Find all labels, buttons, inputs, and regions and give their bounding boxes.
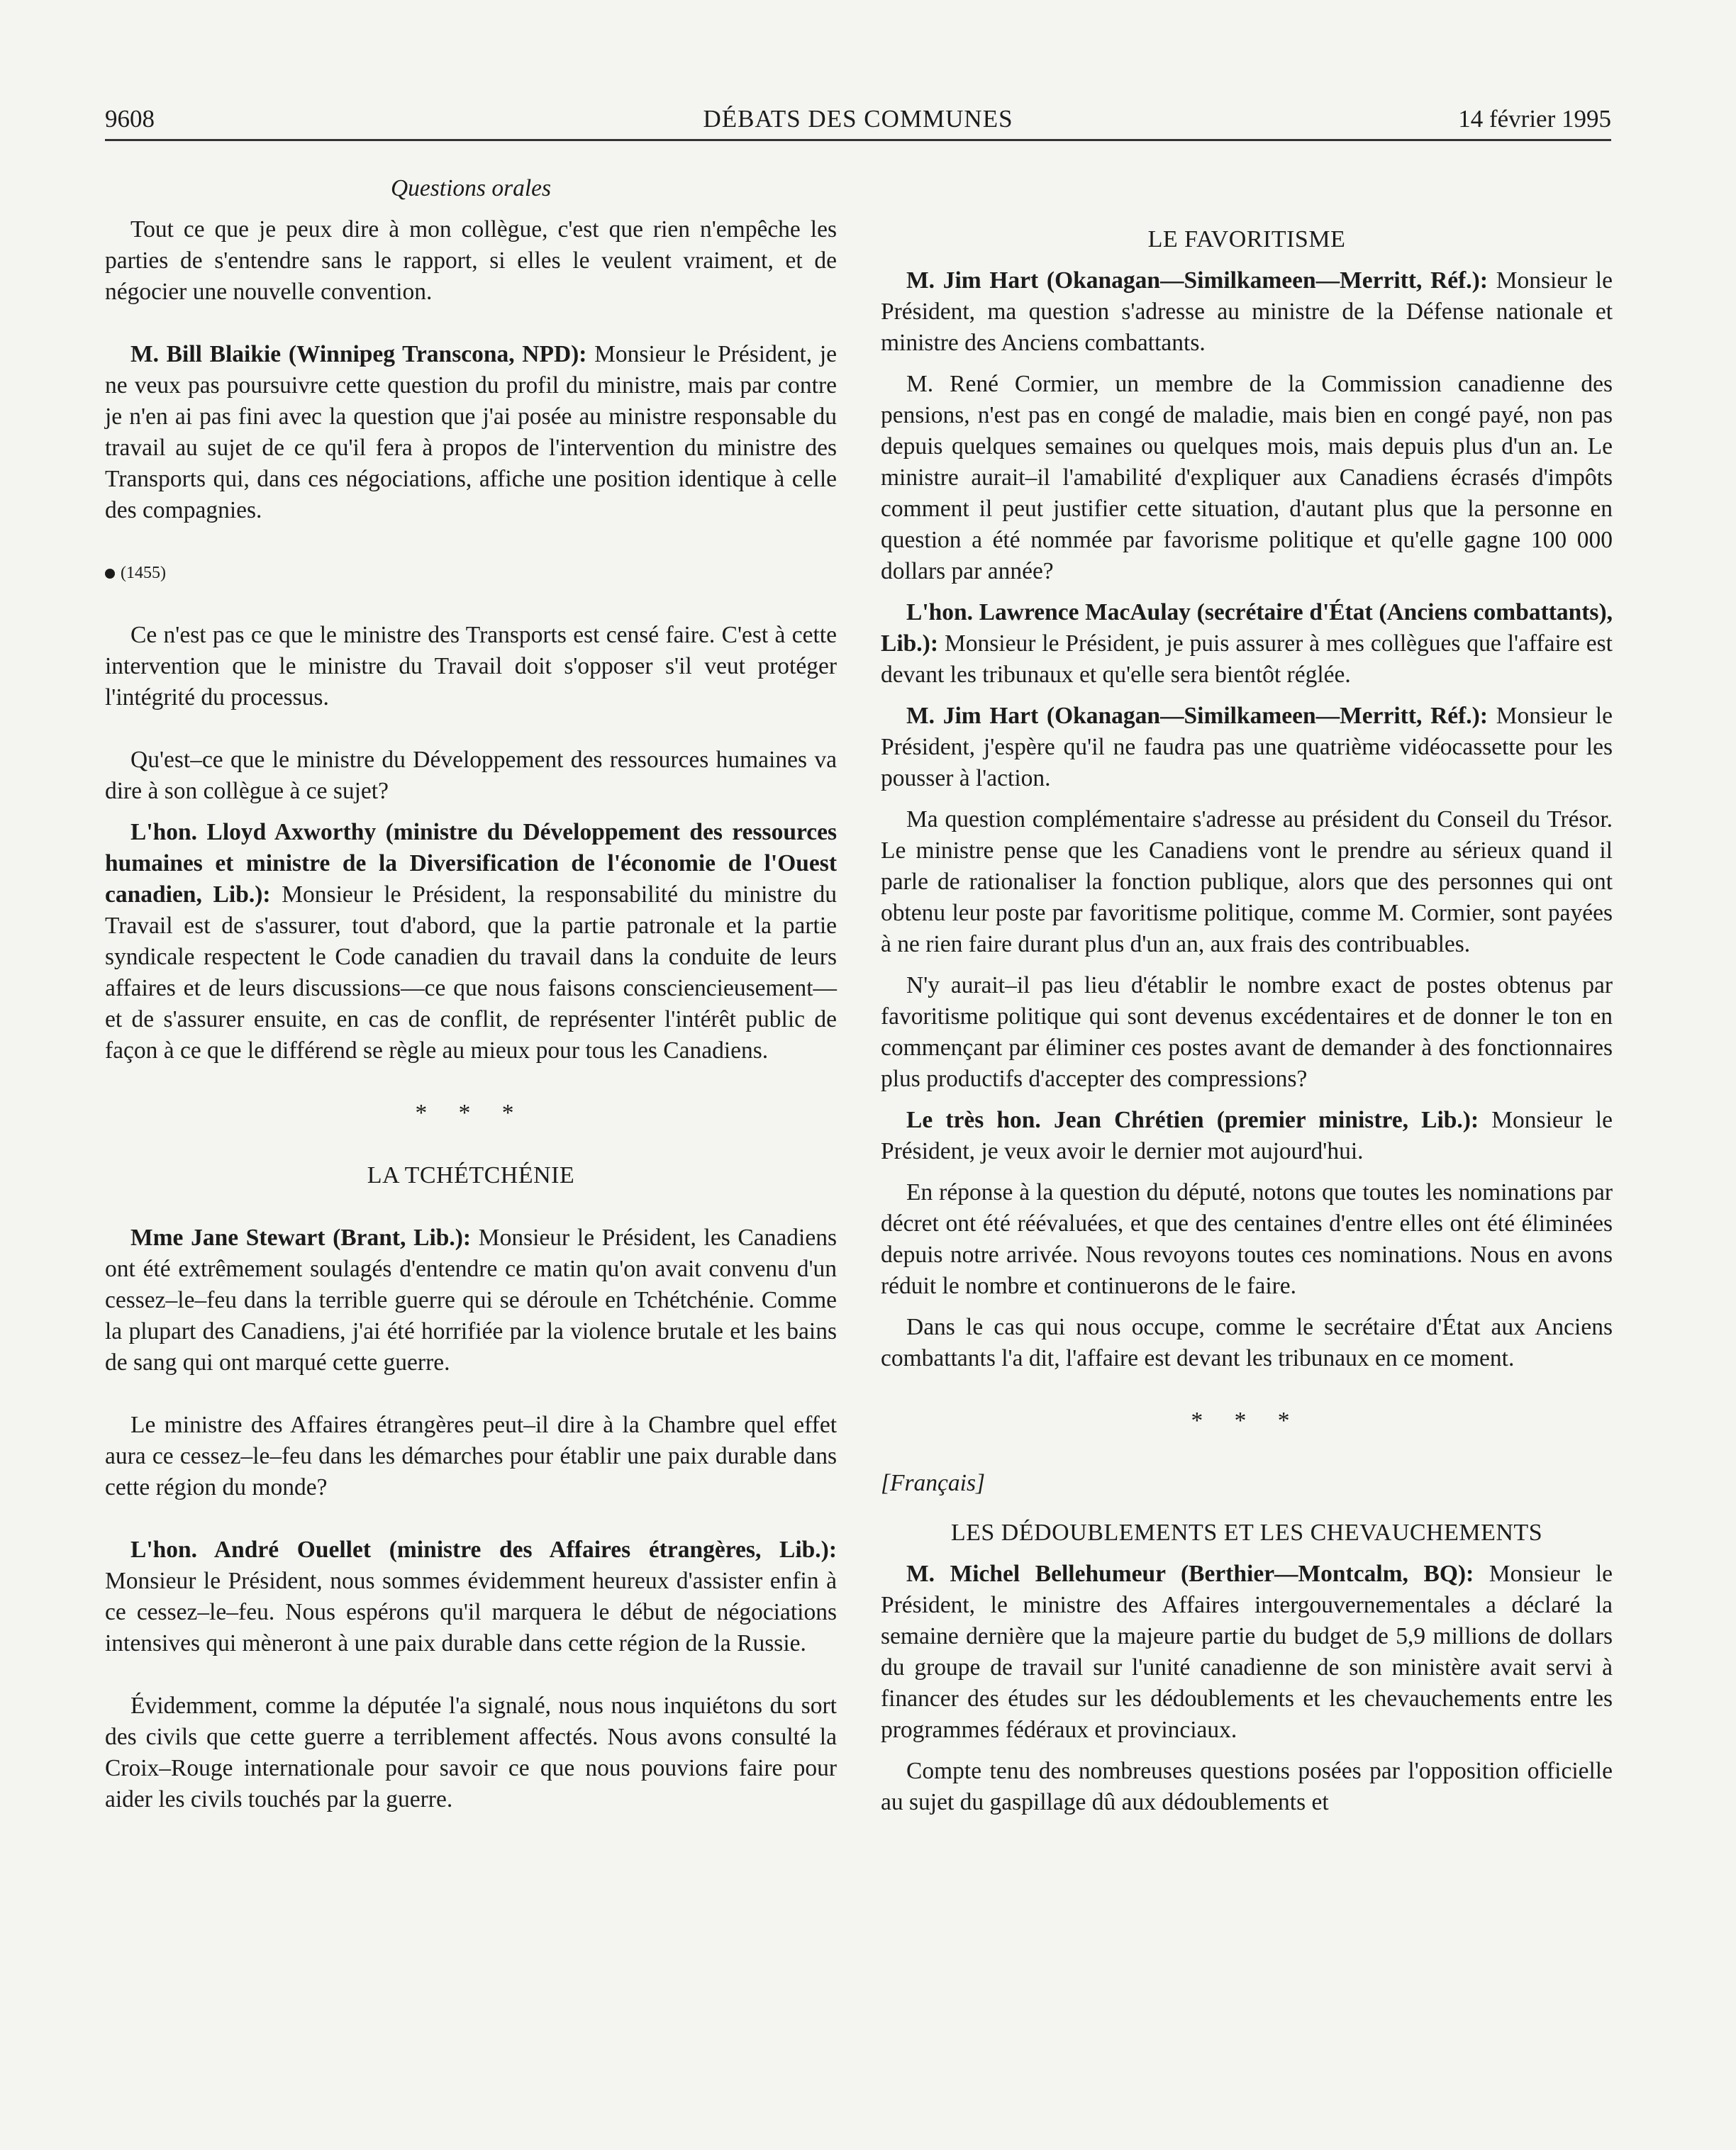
paragraph: [881, 701, 1613, 794]
speech-text: Monsieur le Président, ma question s'adresse au ministre de la Défense nationale et ministre des Anciens combattants.: [881, 267, 1613, 356]
paragraph: [105, 1222, 837, 1378]
publication-date: 14 février 1995: [1458, 105, 1611, 133]
speaker-name: M. Michel Bellehumeur (Berthier—Montcalm, BQ):: [906, 1561, 1474, 1587]
time-mark: [105, 557, 837, 589]
paragraph: N'y aurait–il pas lieu d'établir le nombre exact de postes obtenus par favoritisme politique qui sont devenus excédentaires et de donner le ton en commençant par éliminer ces postes avant de demander à des fonctionnaires plus productifs d'accepter des compressions?: [881, 972, 1613, 1092]
paragraph: [881, 597, 1613, 691]
header-rule: [105, 139, 1611, 141]
right-column: [881, 173, 1613, 1818]
speaker-name: L'hon. André Ouellet (ministre des Affaires étrangères, Lib.):: [130, 1537, 837, 1563]
section-heading: LE FAVORITISME: [1147, 226, 1346, 252]
paragraph: Ce n'est pas ce que le ministre des Transports est censé faire. C'est à cette intervention que le ministre du Travail doit s'opposer s'il veut protéger l'intégrité du processus.: [105, 622, 837, 711]
paragraph: Tout ce que je peux dire à mon collègue, c'est que rien n'empêche les parties de s'entendre sans le rapport, si elles le veulent vraiment, et de négocier une nouvelle convention.: [105, 216, 837, 305]
paragraph: [105, 817, 837, 1066]
speaker-name: L'hon. Lawrence MacAulay (secrétaire d'État (Anciens combattants), Lib.):: [881, 599, 1613, 657]
paragraph: [881, 1105, 1613, 1167]
speaker-name: Le très hon. Jean Chrétien (premier ministre, Lib.):: [906, 1107, 1479, 1133]
speaker-name: Mme Jane Stewart (Brant, Lib.):: [130, 1225, 472, 1251]
speech-text: Monsieur le Président, nous sommes évidemment heureux d'assister enfin à ce cessez–le–feu. Nous espérons qu'il marquera le début de négociations intensives qui mèneront à une paix durable dans cette région de la Russie.: [105, 1568, 837, 1656]
language-marker: [Français]: [881, 1470, 986, 1496]
speech-text: Monsieur le Président, le ministre des Affaires intergouvernementales a déclaré la semaine dernière que la majeure partie du budget de 5,9 millions de dollars du groupe de travail sur l'unité canadienne de son ministère avait servi à financer des études sur les dédoublements et les chevauchements entre les programmes fédéraux et provinciaux.: [881, 1561, 1613, 1743]
speech-text: Monsieur le Président, je veux avoir le dernier mot aujourd'hui.: [881, 1107, 1613, 1164]
paragraph: [105, 1534, 837, 1659]
speaker-name: M. Jim Hart (Okanagan—Similkameen—Merritt, Réf.):: [906, 703, 1488, 729]
section-separator: * * *: [415, 1100, 527, 1126]
paragraph: M. René Cormier, un membre de la Commission canadienne des pensions, n'est pas en congé de maladie, mais bien en congé payé, non pas depuis quelques semaines ou quelques mois, mais depuis plus d'un an. Le ministre aurait–il l'amabilité d'expliquer aux Canadiens écrasés d'impôts comment il peut justifier cette situation, d'autant plus que la personne en question a été nommée par favorisme politique et qu'elle gagne 100 000 dollars par année?: [881, 371, 1613, 584]
speech-text: Monsieur le Président, j'espère qu'il ne faudra pas une quatrième vidéocassette pour les pousser à l'action.: [881, 703, 1613, 791]
page-number: 9608: [105, 105, 155, 133]
paragraph: Le ministre des Affaires étrangères peut–il dire à la Chambre quel effet aura ce cessez–le–feu dans les démarches pour établir une paix durable dans cette région du monde?: [105, 1412, 837, 1500]
section-heading: LA TCHÉTCHÉNIE: [367, 1162, 575, 1188]
speech-text: Monsieur le Président, je puis assurer à mes collègues que l'affaire est devant les tribunaux et qu'elle sera bientôt réglée.: [881, 630, 1613, 688]
section-separator: * * *: [1191, 1408, 1303, 1434]
bullet-icon: [105, 569, 115, 579]
page-header: [105, 105, 1611, 140]
paragraph: Évidemment, comme la députée l'a signalé, nous nous inquiétons du sort des civils que cette guerre a terriblement affectés. Nous avons consulté la Croix–Rouge internationale pour savoir ce que nous pouvions faire pour aider les civils touchés par la guerre.: [105, 1693, 837, 1812]
section-heading: LES DÉDOUBLEMENTS ET LES CHEVAUCHEMENTS: [950, 1520, 1543, 1546]
publication-title: DÉBATS DES COMMUNES: [703, 105, 1013, 133]
paragraph: Qu'est–ce que le ministre du Développement des ressources humaines va dire à son collègue à ce sujet?: [105, 747, 837, 804]
paragraph: Dans le cas qui nous occupe, comme le secrétaire d'État aux Anciens combattants l'a dit, l'affaire est devant les tribunaux en ce moment.: [881, 1314, 1613, 1371]
speech-text: Monsieur le Président, je ne veux pas poursuivre cette question du profil du ministre, mais par contre je n'en ai pas fini avec la question que j'ai posée au ministre responsable du travail au sujet de ce qu'il fera à propos de l'intervention du ministre des Transports qui, dans ces négociations, affiche une position identique à celle des compagnies.: [105, 341, 837, 523]
paragraph: [105, 339, 837, 526]
speaker-name: M. Bill Blaikie (Winnipeg Transcona, NPD):: [130, 341, 587, 367]
paragraph: [881, 1559, 1613, 1746]
section-label: Questions orales: [390, 175, 552, 201]
speech-text: Monsieur le Président, les Canadiens ont été extrêmement soulagés d'entendre ce matin qu'on avait convenu d'un cessez–le–feu dans la terrible guerre qui se déroule en Tchétchénie. Comme la plupart des Canadiens, j'ai été horrifiée par la violence brutale et les bains de sang qui ont marqué cette guerre.: [105, 1225, 837, 1376]
time-mark-label: (1455): [121, 564, 166, 582]
paragraph: [881, 265, 1613, 359]
left-column: [105, 173, 837, 1815]
paragraph: Ma question complémentaire s'adresse au président du Conseil du Trésor. Le ministre pense que les Canadiens vont le prendre au sérieux quand il parle de rationaliser la fonction publique, alors que des personnes qui ont obtenu leur poste par favoritisme politique, comme M. Cormier, sont payées à ne rien faire durant plus d'un an, aux frais des contribuables.: [881, 806, 1613, 957]
speaker-name: L'hon. Lloyd Axworthy (ministre du Développement des ressources humaines et ministre de la Diversification de l'économie de l'Ouest canadien, Lib.):: [105, 819, 837, 908]
paragraph: En réponse à la question du député, notons que toutes les nominations par décret ont été réévaluées, et que des centaines d'entre elles ont été éliminées depuis notre arrivée. Nous revoyons toutes ces nominations. Nous en avons réduit le nombre et continuerons de le faire.: [881, 1179, 1613, 1299]
speaker-name: M. Jim Hart (Okanagan—Similkameen—Merritt, Réf.):: [906, 267, 1488, 294]
speech-text: Monsieur le Président, la responsabilité du ministre du Travail est de s'assurer, tout d'abord, que la partie patronale et la partie syndicale respectent le Code canadien du travail dans la conduite de leurs affaires et de leurs discussions—ce que nous faisons consciencieusement—et de s'assurer ensuite, en cas de conflit, de représenter l'intérêt public de façon à ce que le différend se règle au mieux pour tous les Canadiens.: [105, 881, 837, 1064]
paragraph: Compte tenu des nombreuses questions posées par l'opposition officielle au sujet du gaspillage dû aux dédoublements et: [881, 1758, 1613, 1815]
